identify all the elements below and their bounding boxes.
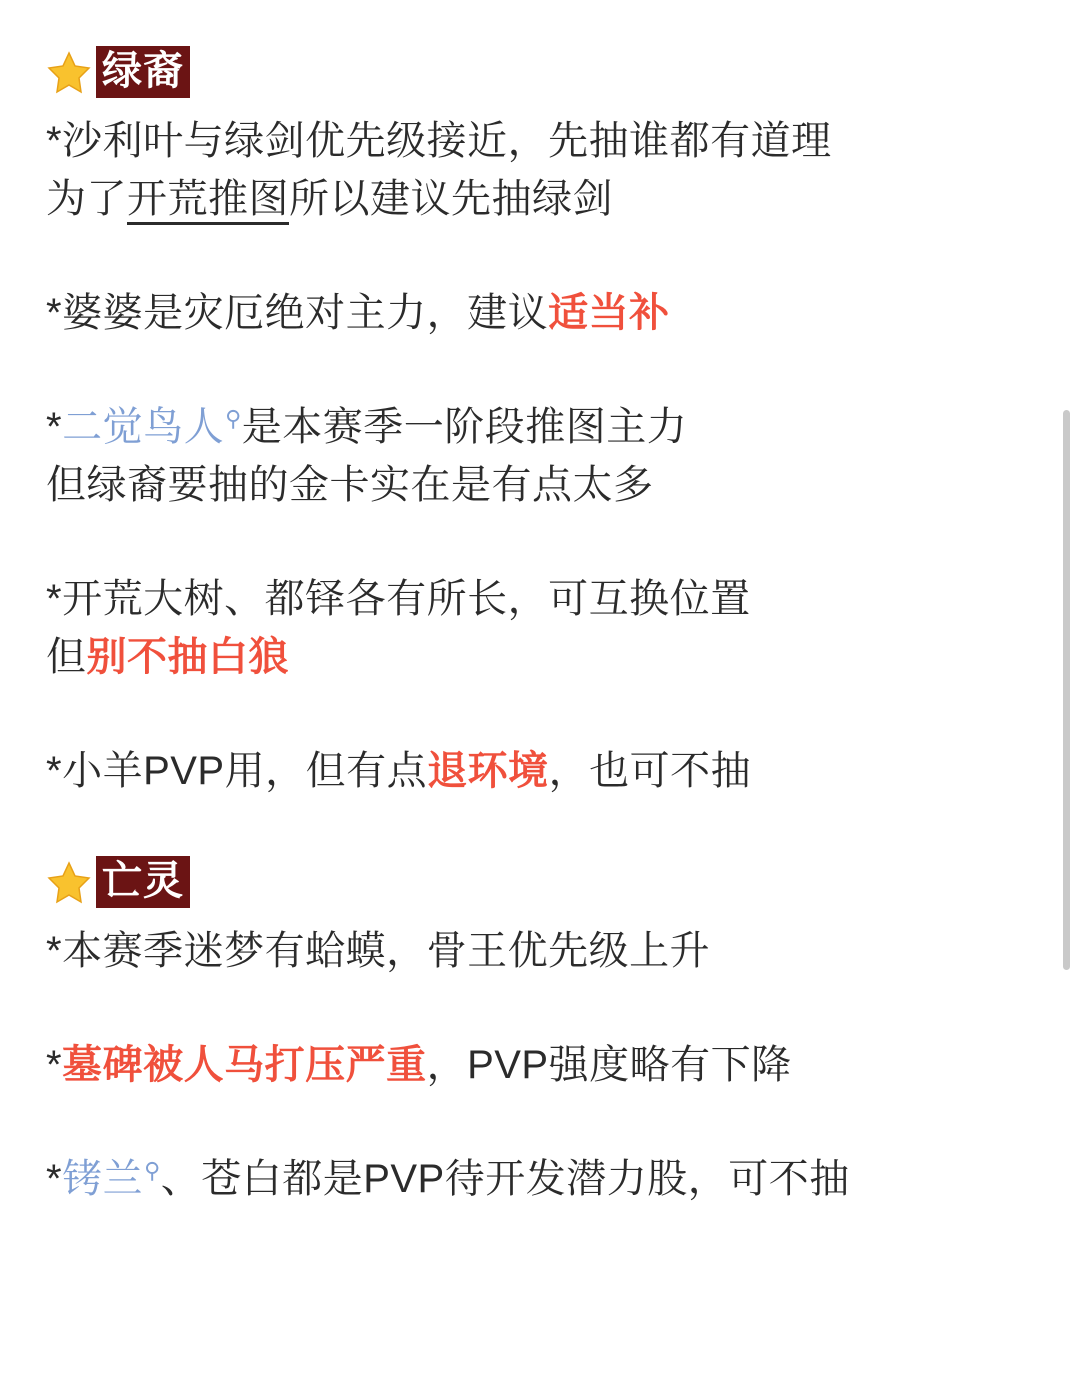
search-icon[interactable]: ⚲ <box>144 1157 161 1183</box>
spacer <box>46 1094 1020 1150</box>
paragraph <box>46 922 1020 980</box>
spacer <box>46 228 1020 284</box>
section-title-green: 绿裔 <box>96 46 190 98</box>
inline-link-kaolan[interactable]: 铐兰 <box>62 1157 144 1201</box>
text-line: *本赛季迷梦有蛤蟆，骨王优先级上升 <box>46 929 711 973</box>
paragraph <box>46 1150 1020 1208</box>
highlight-text: 别不抽白狼 <box>86 635 289 679</box>
spacer <box>46 980 1020 1036</box>
highlight-text: 退环境 <box>427 749 549 793</box>
inline-link-bird[interactable]: 二觉鸟人 <box>62 405 225 449</box>
spacer <box>46 686 1020 742</box>
star-icon <box>46 859 92 905</box>
text-line: *墓碑被人马打压严重，PVP强度略有下降 <box>46 1043 792 1087</box>
section-heading <box>46 856 1020 908</box>
paragraph <box>46 112 1020 228</box>
section-green-clan <box>46 46 1020 800</box>
spacer <box>46 342 1020 398</box>
paragraph <box>46 570 1020 686</box>
text-line: 为了开荒推图所以建议先抽绿剑 <box>46 170 1020 228</box>
vertical-scrollbar[interactable] <box>1063 410 1070 970</box>
text-line: *二觉鸟人⚲是本赛季一阶段推图主力 <box>46 405 688 449</box>
text-line: *婆婆是灾厄绝对主力，建议适当补 <box>46 291 670 335</box>
section-title-undead: 亡灵 <box>96 856 190 908</box>
text-line: *铐兰⚲、苍白都是PVP待开发潜力股，可不抽 <box>46 1157 850 1201</box>
highlight-text: 适当补 <box>548 291 670 335</box>
highlight-text: 墓碑被人马打压严重 <box>62 1043 427 1087</box>
star-icon <box>46 49 92 95</box>
section-heading <box>46 46 1020 98</box>
scrollbar-thumb[interactable] <box>1063 410 1070 970</box>
underlined-text: 开荒推图 <box>127 177 289 225</box>
section-undead-clan <box>46 856 1020 1208</box>
text-line: *开荒大树、都铎各有所长，可互换位置 <box>46 577 751 621</box>
text-line: *小羊PVP用，但有点退环境，也可不抽 <box>46 749 752 793</box>
text-line: 但别不抽白狼 <box>46 635 289 679</box>
spacer <box>46 800 1020 856</box>
search-icon[interactable]: ⚲ <box>225 405 242 431</box>
text-line: 但绿裔要抽的金卡实在是有点太多 <box>46 463 654 507</box>
paragraph <box>46 1036 1020 1094</box>
paragraph <box>46 398 1020 514</box>
paragraph <box>46 284 1020 342</box>
paragraph <box>46 742 1020 800</box>
spacer <box>46 514 1020 570</box>
text-line: *沙利叶与绿剑优先级接近，先抽谁都有道理 <box>46 119 832 163</box>
